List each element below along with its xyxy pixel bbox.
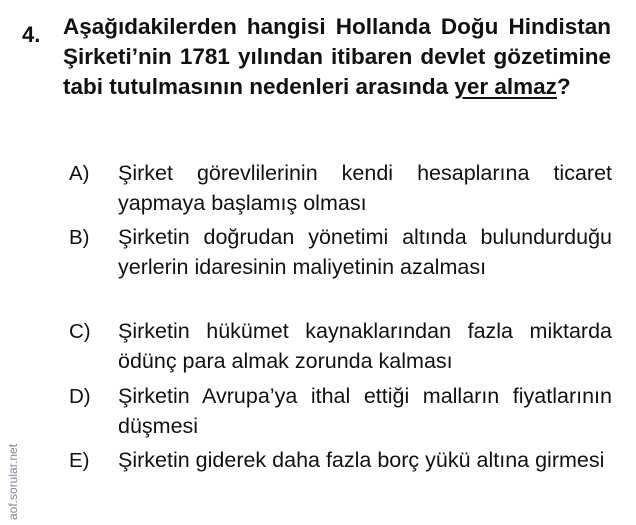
option-b-text: Şirketin doğrudan yönetimi altında bulundurduğu yerlerin idaresinin maliyetinin azalması xyxy=(118,225,612,279)
option-d-text: Şirketin Avrupa’ya ithal ettiği malların fiyatlarının düşmesi xyxy=(118,384,612,438)
question-stem-emphasis: yer almaz xyxy=(454,74,557,99)
option-e-letter: E) xyxy=(69,449,90,472)
question-stem-end: ? xyxy=(556,74,571,99)
option-e-text: Şirketin giderek daha fazla borç yükü altına girmesi xyxy=(118,448,605,472)
option-c-letter: C) xyxy=(69,320,91,343)
question-number: 4. xyxy=(22,22,41,47)
option-d-letter: D) xyxy=(69,385,91,408)
option-a-letter: A) xyxy=(69,162,90,185)
site-watermark xyxy=(6,390,22,520)
question-stem-text: Aşağıdakilerden hangisi Hollanda Doğu Hindistan Şirketi’nin 1781 yılından itibaren devlet gözetimine tabi tutulmasının nedenleri arasında xyxy=(63,14,611,99)
option-b-letter: B) xyxy=(69,226,90,249)
question-stem xyxy=(63,12,611,102)
option-c-text: Şirketin hükümet kaynaklarından fazla miktarda ödünç para almak zorunda kalması xyxy=(118,319,612,373)
option-a-text: Şirket görevlilerinin kendi hesaplarına ticaret yapmaya başlamış olması xyxy=(118,161,612,215)
site-watermark-text: aof.sorular.net xyxy=(6,443,20,520)
